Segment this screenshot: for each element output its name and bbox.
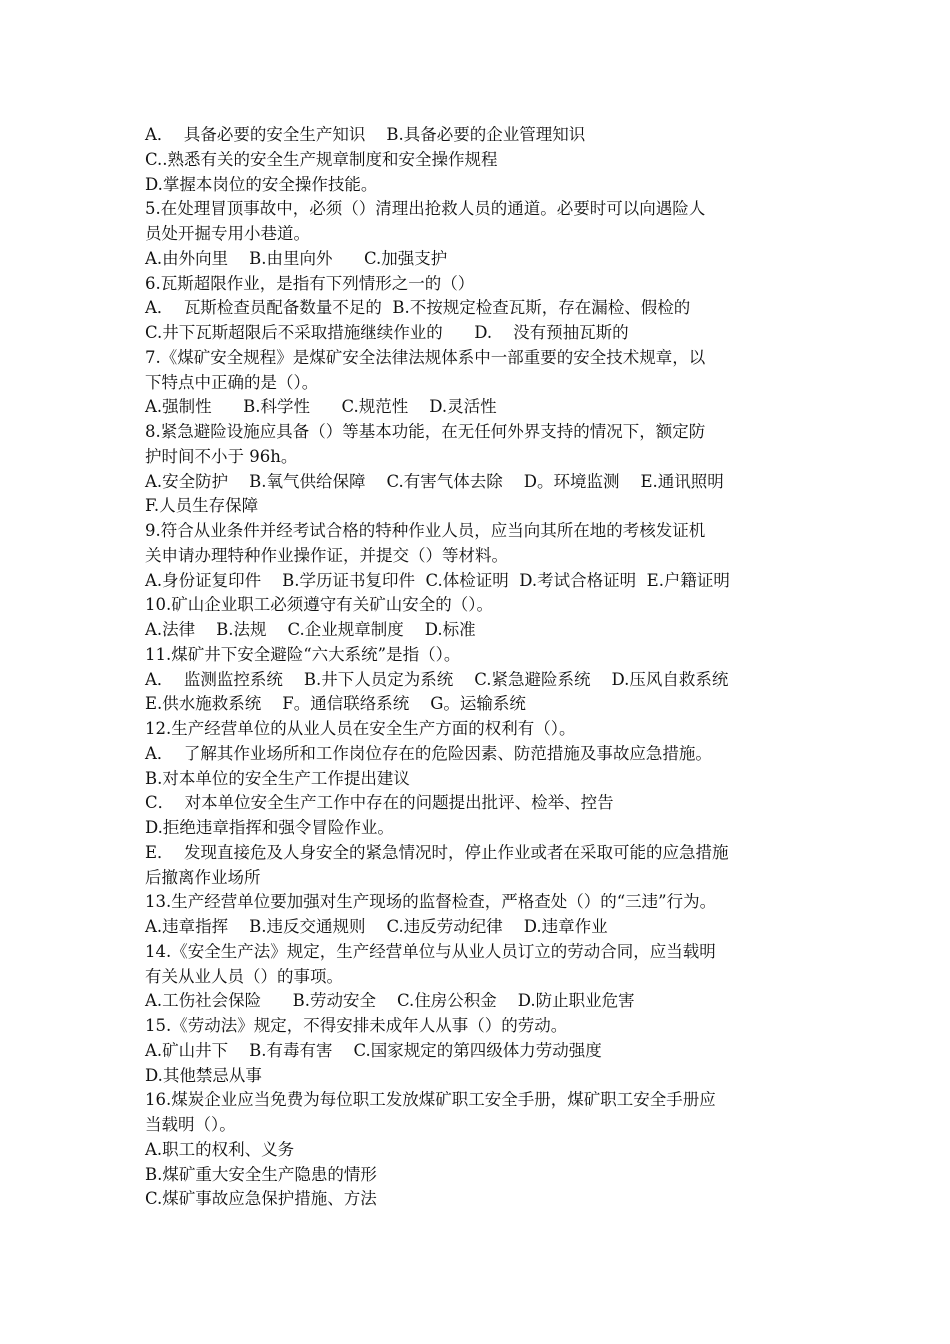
text-line: 6.瓦斯超限作业，是指有下列情形之一的（） [145, 273, 475, 293]
text-line: C． 对本单位安全生产工作中存在的问题提出批评、检举、控告 [145, 793, 614, 813]
text-line: 下特点中正确的是（）。 [145, 372, 319, 392]
text-line: 11.煤矿井下安全避险“六大系统”是指（）。 [145, 644, 461, 664]
text-line: 9.符合从业条件并经考试合格的特种作业人员，应当向其所在地的考核发证机 [145, 521, 706, 540]
text-line: A． 瓦斯检查员配备数量不足的 B.不按规定检查瓦斯，存在漏检、假检的 [145, 298, 691, 318]
text-line: 16.煤炭企业应当免费为每位职工发放煤矿职工安全手册，煤矿职工安全手册应 [145, 1090, 716, 1110]
text-line: D.其他禁忌从事 [145, 1065, 262, 1085]
text-line: A.违章指挥 B.违反交通规则 C.违反劳动纪律 D.违章作业 [145, 917, 608, 936]
text-line: C.煤矿事故应急保护措施、方法 [145, 1189, 377, 1209]
text-line: D.掌握本岗位的安全操作技能。 [145, 174, 378, 194]
text-line: B.煤矿重大安全生产隐患的情形 [145, 1164, 377, 1184]
document-body [145, 123, 815, 1212]
text-line: A． 具备必要的安全生产知识 B.具备必要的企业管理知识 [145, 125, 586, 144]
text-line: A.工伤社会保险 B.劳动安全 C.住房公积金 D.防止职业危害 [145, 991, 635, 1011]
text-line: 12.生产经营单位的从业人员在安全生产方面的权利有（）。 [145, 719, 576, 738]
text-line: 7.《煤矿安全规程》是煤矿安全法律法规体系中一部重要的安全技术规章，以 [145, 347, 706, 367]
text-line: 10.矿山企业职工必须遵守有关矿山安全的（）。 [145, 595, 493, 615]
text-line: D.拒绝违章指挥和强令冒险作业。 [145, 818, 394, 837]
text-line: A． 了解其作业场所和工作岗位存在的危险因素、防范措施及事故应急措施。 [145, 743, 712, 763]
text-line: 当载明（）。 [145, 1115, 236, 1134]
text-line: A.安全防护 B.氧气供给保障 C.有害气体去除 D。环境监测 E.通讯照明 [145, 471, 724, 491]
text-line: C..熟悉有关的安全生产规章制度和安全操作规程 [145, 149, 498, 169]
text-line: 员处开掘专用小巷道。 [145, 224, 310, 243]
text-line: A.强制性 B.科学性 C.规范性 D.灵活性 [145, 397, 497, 417]
text-line: 护时间不小于 96h。 [145, 446, 298, 466]
text-line: 8.紧急避险设施应具备（）等基本功能，在无任何外界支持的情况下，额定防 [145, 422, 706, 441]
text-line: C.井下瓦斯超限后不采取措施继续作业的 D. 没有预抽瓦斯的 [145, 323, 629, 342]
text-line: E． 发现直接危及人身安全的紧急情况时，停止作业或者在采取可能的应急措施 [145, 842, 729, 862]
text-line: 关申请办理特种作业操作证，并提交（）等材料。 [145, 545, 508, 565]
text-line: 13.生产经营单位要加强对生产现场的监督检查，严格查处（）的“三违”行为。 [145, 892, 717, 912]
text-line: B.对本单位的安全生产工作提出建议 [145, 768, 410, 788]
text-line: A.身份证复印件 B.学历证书复印件 C.体检证明 D.考试合格证明 E.户籍证明 [145, 570, 730, 590]
text-line: 14.《安全生产法》规定，生产经营单位与从业人员订立的劳动合同，应当载明 [145, 941, 716, 961]
text-line: A.法律 B.法规 C.企业规章制度 D.标准 [145, 620, 476, 639]
text-line: 15.《劳动法》规定，不得安排未成年人从事（）的劳动。 [145, 1016, 568, 1035]
text-line: 后撤离作业场所 [145, 867, 261, 887]
text-line: A.矿山井下 B.有毒有害 C.国家规定的第四级体力劳动强度 [145, 1040, 602, 1060]
text-line: A.由外向里 B.由里向外 C.加强支护 [145, 248, 448, 268]
text-line: A.职工的权利、义务 [145, 1139, 295, 1159]
text-line: E.供水施救系统 F。通信联络系统 G。运输系统 [145, 694, 526, 714]
text-line: A． 监测监控系统 B.井下人员定为系统 C.紧急避险系统 D.压风自救系统 [145, 669, 729, 689]
text-line: F.人员生存保障 [145, 496, 259, 516]
text-line: 有关从业人员（）的事项。 [145, 966, 343, 986]
text-line: 5.在处理冒顶事故中，必须（）清理出抢救人员的通道。必要时可以向遇险人 [145, 199, 706, 219]
